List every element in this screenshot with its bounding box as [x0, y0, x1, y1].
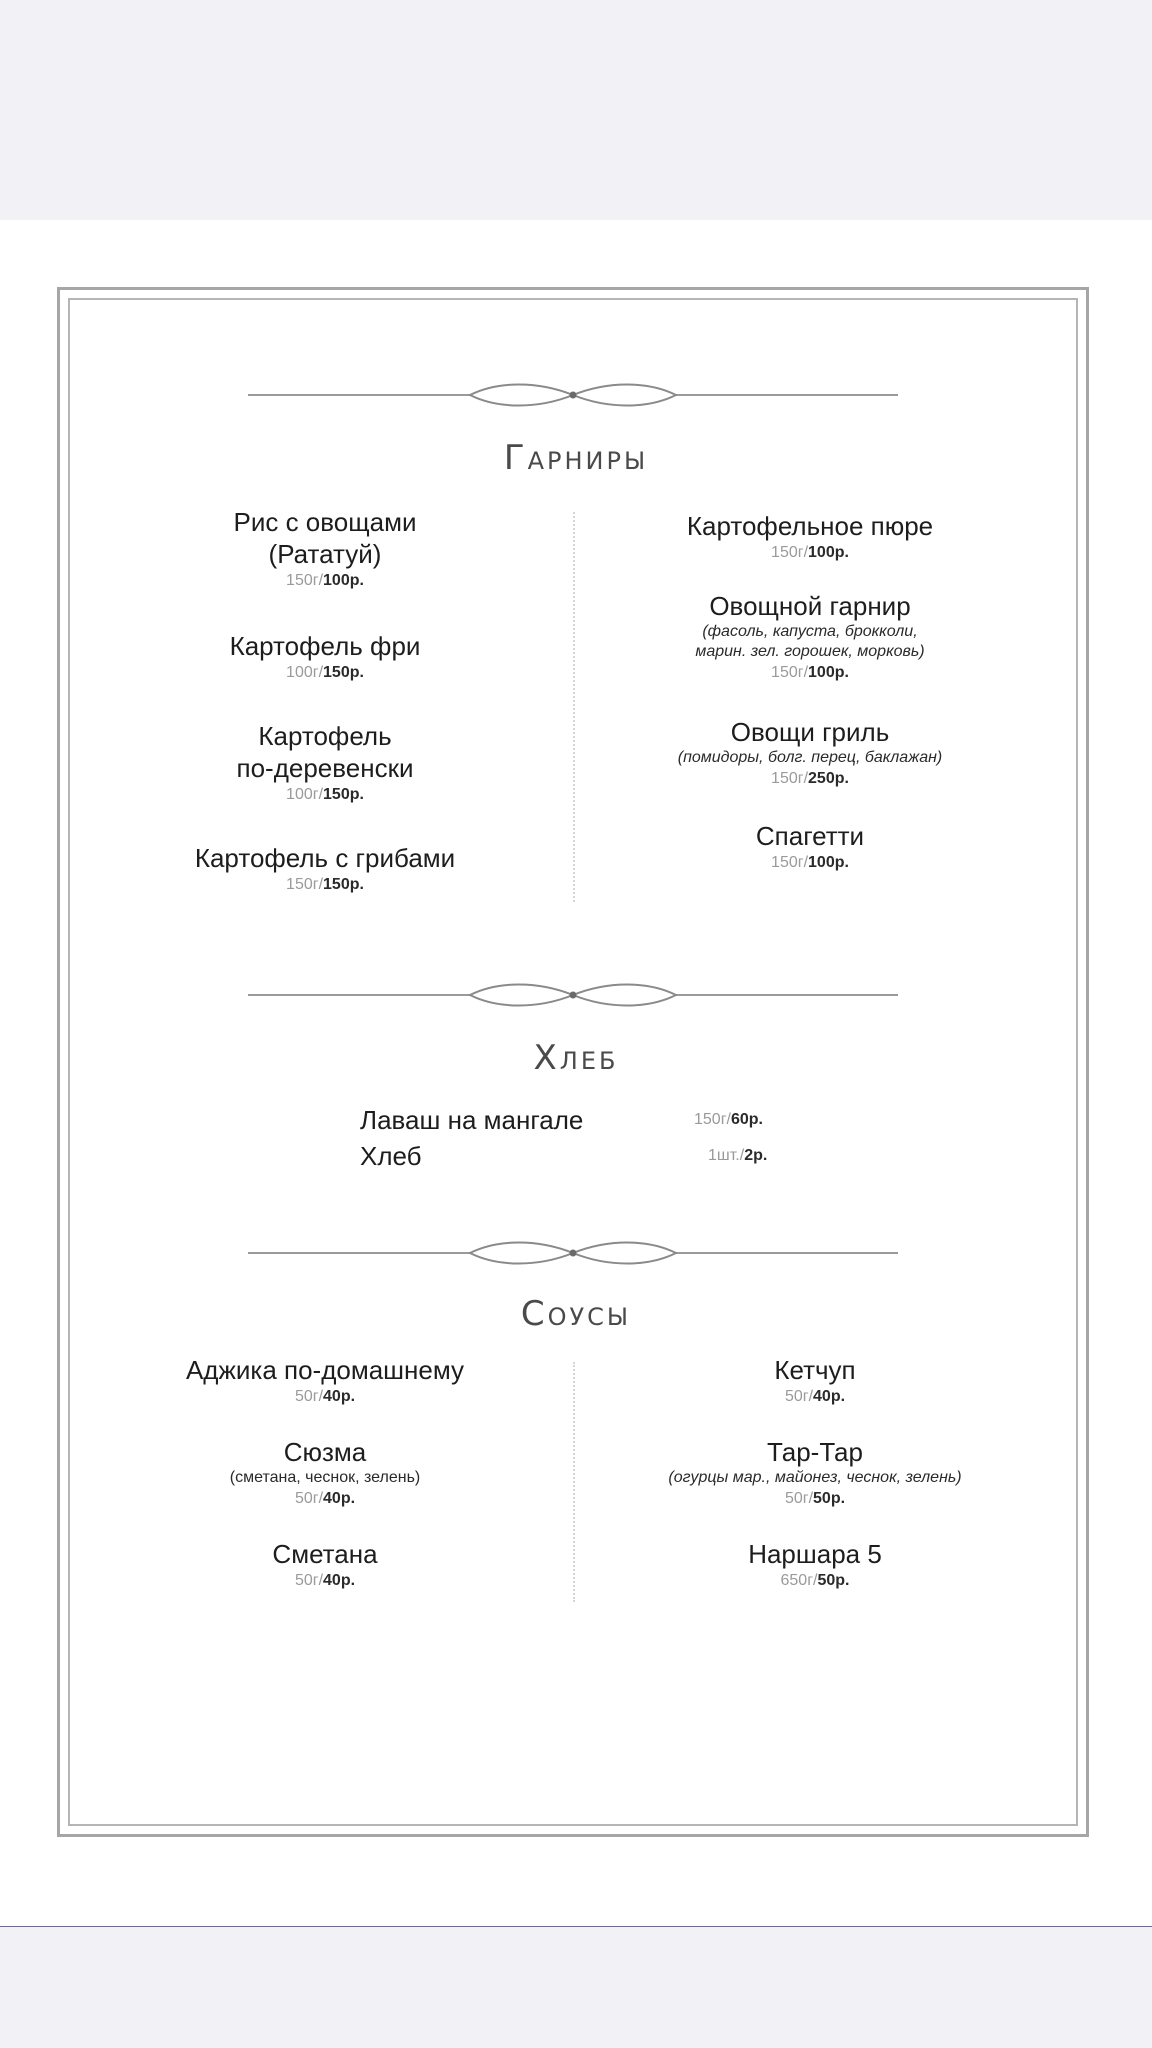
bread-item-name: Лаваш на мангале: [360, 1105, 584, 1135]
garnish-right-column: [630, 510, 990, 890]
ornament-divider-bread: [248, 975, 898, 1015]
item-price: 50г/40р.: [294, 1572, 356, 1589]
item-price: 150г/60р.: [694, 1111, 763, 1128]
flourish-icon: [248, 975, 898, 1015]
item-price: 150г/150р.: [286, 876, 364, 893]
menu-item: Картофель с грибами 150г/150р.: [160, 842, 490, 896]
menu-item: Овощи гриль (помидоры, болг. перец, баклажан) 150г/250р.: [630, 716, 990, 790]
column-divider-garnish: [573, 512, 575, 902]
item-price: 150г/100р.: [771, 544, 849, 561]
section-title-sauces: Соусы: [520, 1294, 632, 1334]
item-price: 150г/100р.: [286, 572, 364, 589]
item-price: 150г/100р.: [771, 664, 849, 681]
menu-item: Сюзма (сметана, чеснок, зелень) 50г/40р.: [150, 1436, 500, 1510]
sauces-right-column: [620, 1354, 1010, 1614]
item-price: 50г/40р.: [294, 1388, 356, 1405]
flourish-icon: [248, 1233, 898, 1273]
menu-item: Овощной гарнир (фасоль, капуста, брокколи, марин. зел. горошек, морковь) 150г/100р.: [630, 590, 990, 684]
menu-item: Рис с овощами (Рататуй) 150г/100р.: [160, 506, 490, 592]
garnish-left-column: [160, 506, 490, 906]
menu-item: Картофель фри 100г/150р.: [160, 630, 490, 684]
bottom-blank-band: [0, 1926, 1152, 2048]
item-price: 100г/150р.: [286, 664, 364, 681]
item-price: 650г/50р.: [780, 1572, 850, 1589]
item-price: 50г/50р.: [784, 1490, 846, 1507]
sauces-left-column: [150, 1354, 500, 1614]
item-price: 150г/100р.: [771, 854, 849, 871]
menu-item: Сметана 50г/40р.: [150, 1538, 500, 1592]
column-divider-sauces: [573, 1362, 575, 1602]
menu-item: Кетчуп 50г/40р.: [620, 1354, 1010, 1408]
menu-item: Тар-Тар (огурцы мар., майонез, чеснок, зелень) 50г/50р.: [620, 1436, 1010, 1510]
menu-item: Спагетти 150г/100р.: [630, 820, 990, 874]
item-price: 150г/250р.: [771, 770, 849, 787]
item-price: 50г/40р.: [784, 1388, 846, 1405]
menu-item: Наршара 5 650г/50р.: [620, 1538, 1010, 1592]
bread-item-name: Хлеб: [360, 1141, 422, 1171]
menu-item: Картофель по-деревенски 100г/150р.: [160, 720, 490, 806]
section-title-garnish: Гарниры: [503, 438, 649, 478]
menu-item: Аджика по-домашнему 50г/40р.: [150, 1354, 500, 1408]
ornament-divider-garnish: [248, 375, 898, 415]
ornament-divider-sauces: [248, 1233, 898, 1273]
item-price: 50г/40р.: [294, 1490, 356, 1507]
flourish-icon: [248, 375, 898, 415]
menu-item: Картофельное пюре 150г/100р.: [630, 510, 990, 564]
top-blank-band: [0, 0, 1152, 220]
section-title-bread: Хлеб: [533, 1038, 619, 1078]
item-price: 1шт./2р.: [708, 1147, 768, 1164]
item-price: 100г/150р.: [286, 786, 364, 803]
